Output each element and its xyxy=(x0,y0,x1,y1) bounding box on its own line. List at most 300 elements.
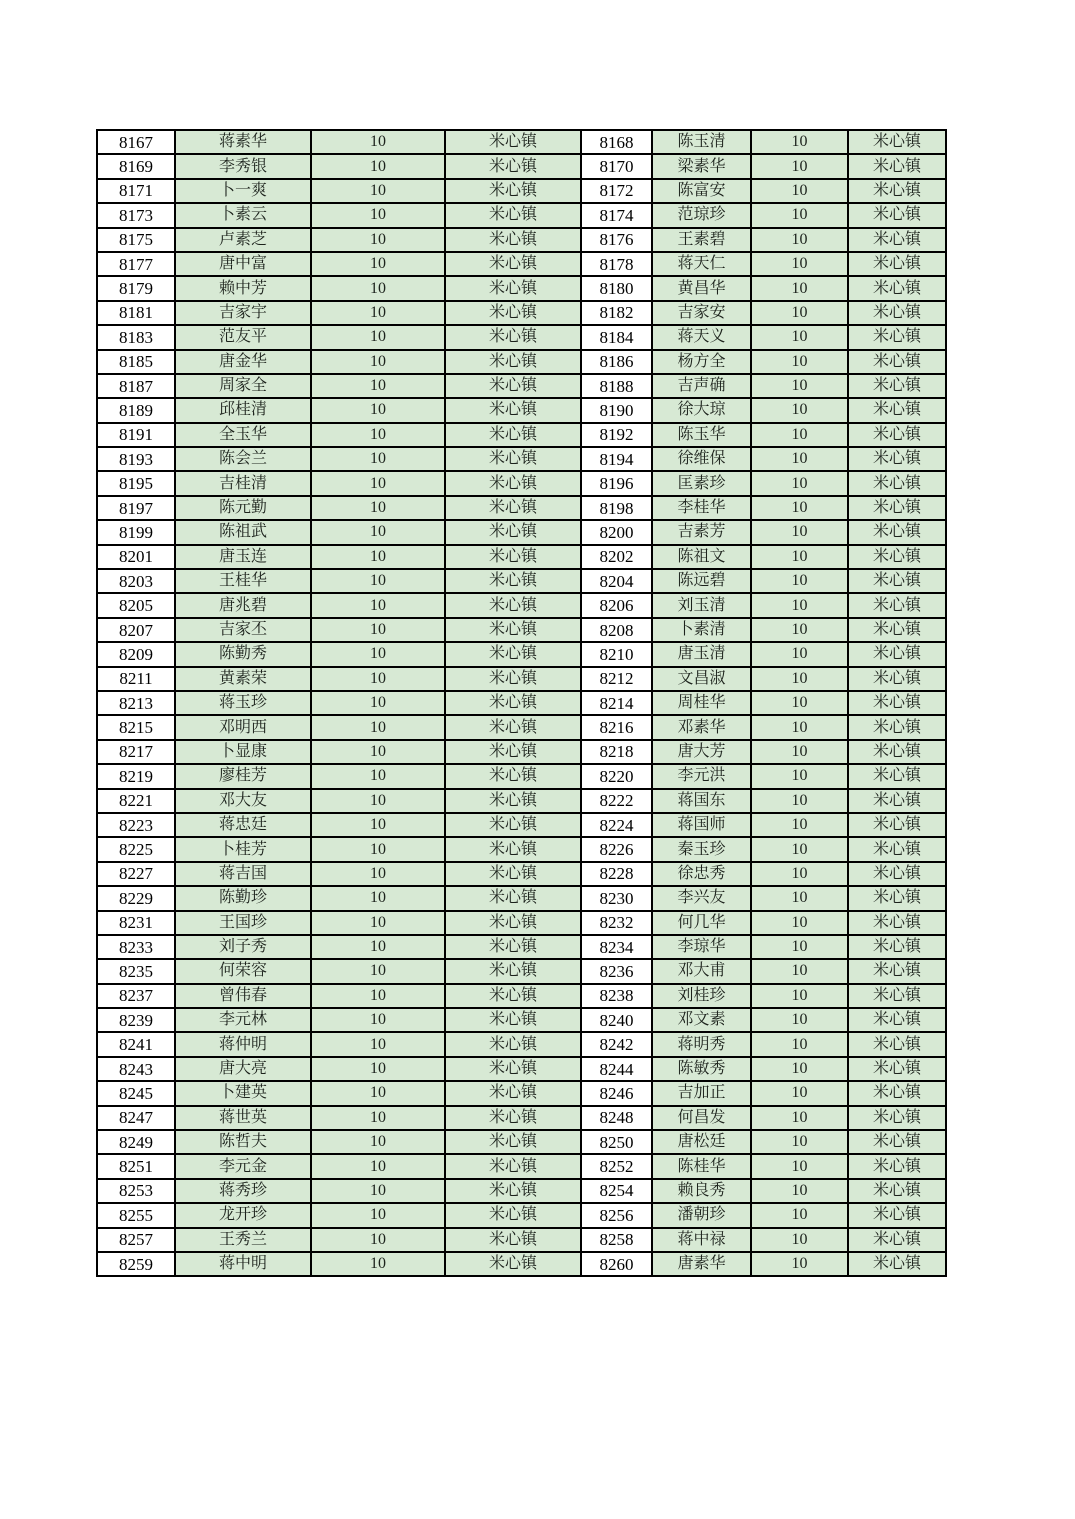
name-cell: 唐中富 xyxy=(175,252,311,276)
town-cell: 米心镇 xyxy=(445,179,581,203)
name-cell: 吉声确 xyxy=(652,374,751,398)
serial-cell: 8185 xyxy=(97,350,175,374)
serial-cell: 8180 xyxy=(581,276,652,300)
town-cell: 米心镇 xyxy=(848,252,946,276)
town-cell: 米心镇 xyxy=(848,1179,946,1203)
town-cell: 米心镇 xyxy=(445,374,581,398)
amount-cell: 10 xyxy=(311,301,445,325)
serial-cell: 8246 xyxy=(581,1081,652,1105)
town-cell: 米心镇 xyxy=(445,1130,581,1154)
amount-cell: 10 xyxy=(751,837,848,861)
table-row xyxy=(97,569,946,593)
serial-cell: 8206 xyxy=(581,593,652,617)
town-cell: 米心镇 xyxy=(848,911,946,935)
town-cell: 米心镇 xyxy=(848,1228,946,1252)
name-cell: 刘玉清 xyxy=(652,593,751,617)
town-cell: 米心镇 xyxy=(848,1154,946,1178)
serial-cell: 8167 xyxy=(97,130,175,154)
town-cell: 米心镇 xyxy=(848,471,946,495)
serial-cell: 8223 xyxy=(97,813,175,837)
serial-cell: 8189 xyxy=(97,398,175,422)
serial-cell: 8216 xyxy=(581,715,652,739)
serial-cell: 8226 xyxy=(581,837,652,861)
town-cell: 米心镇 xyxy=(848,740,946,764)
amount-cell: 10 xyxy=(311,593,445,617)
serial-cell: 8241 xyxy=(97,1032,175,1056)
amount-cell: 10 xyxy=(751,350,848,374)
amount-cell: 10 xyxy=(751,667,848,691)
name-cell: 匡素珍 xyxy=(652,471,751,495)
serial-cell: 8169 xyxy=(97,154,175,178)
table-row xyxy=(97,1228,946,1252)
amount-cell: 10 xyxy=(751,423,848,447)
serial-cell: 8173 xyxy=(97,203,175,227)
name-cell: 蒋吉国 xyxy=(175,862,311,886)
name-cell: 范友平 xyxy=(175,325,311,349)
name-cell: 陈玉清 xyxy=(652,130,751,154)
serial-cell: 8170 xyxy=(581,154,652,178)
amount-cell: 10 xyxy=(311,959,445,983)
amount-cell: 10 xyxy=(751,228,848,252)
amount-cell: 10 xyxy=(751,1154,848,1178)
name-cell: 陈会兰 xyxy=(175,447,311,471)
serial-cell: 8218 xyxy=(581,740,652,764)
town-cell: 米心镇 xyxy=(445,203,581,227)
amount-cell: 10 xyxy=(311,276,445,300)
name-cell: 卜桂芳 xyxy=(175,837,311,861)
amount-cell: 10 xyxy=(751,959,848,983)
name-cell: 蒋秀珍 xyxy=(175,1179,311,1203)
name-cell: 徐大琼 xyxy=(652,398,751,422)
serial-cell: 8203 xyxy=(97,569,175,593)
amount-cell: 10 xyxy=(751,374,848,398)
name-cell: 赖中芳 xyxy=(175,276,311,300)
serial-cell: 8247 xyxy=(97,1106,175,1130)
amount-cell: 10 xyxy=(751,130,848,154)
town-cell: 米心镇 xyxy=(445,740,581,764)
amount-cell: 10 xyxy=(751,593,848,617)
amount-cell: 10 xyxy=(751,911,848,935)
town-cell: 米心镇 xyxy=(445,154,581,178)
town-cell: 米心镇 xyxy=(848,1252,946,1276)
town-cell: 米心镇 xyxy=(848,276,946,300)
town-cell: 米心镇 xyxy=(445,642,581,666)
town-cell: 米心镇 xyxy=(445,276,581,300)
serial-cell: 8220 xyxy=(581,764,652,788)
amount-cell: 10 xyxy=(311,886,445,910)
name-cell: 梁素华 xyxy=(652,154,751,178)
name-cell: 范琼珍 xyxy=(652,203,751,227)
serial-cell: 8239 xyxy=(97,1008,175,1032)
serial-cell: 8255 xyxy=(97,1203,175,1227)
town-cell: 米心镇 xyxy=(848,667,946,691)
amount-cell: 10 xyxy=(751,496,848,520)
amount-cell: 10 xyxy=(311,691,445,715)
serial-cell: 8202 xyxy=(581,545,652,569)
name-cell: 蒋国东 xyxy=(652,789,751,813)
name-cell: 蒋中明 xyxy=(175,1252,311,1276)
town-cell: 米心镇 xyxy=(445,350,581,374)
table-row xyxy=(97,935,946,959)
amount-cell: 10 xyxy=(311,984,445,1008)
town-cell: 米心镇 xyxy=(445,959,581,983)
town-cell: 米心镇 xyxy=(848,496,946,520)
serial-cell: 8200 xyxy=(581,520,652,544)
town-cell: 米心镇 xyxy=(848,593,946,617)
serial-cell: 8211 xyxy=(97,667,175,691)
amount-cell: 10 xyxy=(751,740,848,764)
name-cell: 杨方全 xyxy=(652,350,751,374)
name-cell: 徐维保 xyxy=(652,447,751,471)
amount-cell: 10 xyxy=(751,447,848,471)
town-cell: 米心镇 xyxy=(848,642,946,666)
serial-cell: 8177 xyxy=(97,252,175,276)
serial-cell: 8234 xyxy=(581,935,652,959)
town-cell: 米心镇 xyxy=(445,667,581,691)
name-cell: 吉家安 xyxy=(652,301,751,325)
name-cell: 陈远碧 xyxy=(652,569,751,593)
town-cell: 米心镇 xyxy=(848,1032,946,1056)
amount-cell: 10 xyxy=(311,1032,445,1056)
town-cell: 米心镇 xyxy=(445,520,581,544)
town-cell: 米心镇 xyxy=(848,569,946,593)
name-cell: 吉家宇 xyxy=(175,301,311,325)
amount-cell: 10 xyxy=(311,789,445,813)
amount-cell: 10 xyxy=(751,203,848,227)
amount-cell: 10 xyxy=(311,154,445,178)
name-cell: 邓素华 xyxy=(652,715,751,739)
name-cell: 唐大亮 xyxy=(175,1057,311,1081)
town-cell: 米心镇 xyxy=(445,813,581,837)
name-cell: 蒋明秀 xyxy=(652,1032,751,1056)
town-cell: 米心镇 xyxy=(848,325,946,349)
amount-cell: 10 xyxy=(751,764,848,788)
serial-cell: 8240 xyxy=(581,1008,652,1032)
table-row xyxy=(97,667,946,691)
amount-cell: 10 xyxy=(311,1154,445,1178)
town-cell: 米心镇 xyxy=(848,1203,946,1227)
town-cell: 米心镇 xyxy=(445,1179,581,1203)
table-row xyxy=(97,886,946,910)
town-cell: 米心镇 xyxy=(445,837,581,861)
name-cell: 蒋中禄 xyxy=(652,1228,751,1252)
amount-cell: 10 xyxy=(751,1008,848,1032)
town-cell: 米心镇 xyxy=(848,837,946,861)
table-row xyxy=(97,545,946,569)
serial-cell: 8245 xyxy=(97,1081,175,1105)
amount-cell: 10 xyxy=(751,789,848,813)
serial-cell: 8183 xyxy=(97,325,175,349)
amount-cell: 10 xyxy=(751,398,848,422)
name-cell: 唐玉连 xyxy=(175,545,311,569)
town-cell: 米心镇 xyxy=(848,301,946,325)
name-cell: 卜显康 xyxy=(175,740,311,764)
town-cell: 米心镇 xyxy=(848,1081,946,1105)
amount-cell: 10 xyxy=(751,691,848,715)
table-row xyxy=(97,764,946,788)
serial-cell: 8259 xyxy=(97,1252,175,1276)
name-cell: 文昌淑 xyxy=(652,667,751,691)
amount-cell: 10 xyxy=(311,496,445,520)
name-cell: 蒋国师 xyxy=(652,813,751,837)
table-row xyxy=(97,1154,946,1178)
table-row xyxy=(97,1106,946,1130)
town-cell: 米心镇 xyxy=(445,764,581,788)
amount-cell: 10 xyxy=(751,935,848,959)
serial-cell: 8199 xyxy=(97,520,175,544)
amount-cell: 10 xyxy=(311,837,445,861)
table-row xyxy=(97,691,946,715)
amount-cell: 10 xyxy=(311,618,445,642)
table-row xyxy=(97,1203,946,1227)
amount-cell: 10 xyxy=(311,715,445,739)
serial-cell: 8251 xyxy=(97,1154,175,1178)
amount-cell: 10 xyxy=(751,1032,848,1056)
amount-cell: 10 xyxy=(311,252,445,276)
town-cell: 米心镇 xyxy=(848,203,946,227)
amount-cell: 10 xyxy=(311,667,445,691)
serial-cell: 8258 xyxy=(581,1228,652,1252)
name-cell: 王素碧 xyxy=(652,228,751,252)
table-row xyxy=(97,374,946,398)
serial-cell: 8205 xyxy=(97,593,175,617)
serial-cell: 8243 xyxy=(97,1057,175,1081)
serial-cell: 8214 xyxy=(581,691,652,715)
table-row xyxy=(97,154,946,178)
table-row xyxy=(97,862,946,886)
amount-cell: 10 xyxy=(751,154,848,178)
serial-cell: 8192 xyxy=(581,423,652,447)
amount-cell: 10 xyxy=(751,1130,848,1154)
table-row xyxy=(97,1032,946,1056)
table-row xyxy=(97,1057,946,1081)
town-cell: 米心镇 xyxy=(445,1228,581,1252)
serial-cell: 8207 xyxy=(97,618,175,642)
amount-cell: 10 xyxy=(311,642,445,666)
table-row xyxy=(97,276,946,300)
serial-cell: 8231 xyxy=(97,911,175,935)
serial-cell: 8209 xyxy=(97,642,175,666)
serial-cell: 8178 xyxy=(581,252,652,276)
amount-cell: 10 xyxy=(751,642,848,666)
amount-cell: 10 xyxy=(311,1203,445,1227)
table-row xyxy=(97,179,946,203)
name-cell: 卜一爽 xyxy=(175,179,311,203)
town-cell: 米心镇 xyxy=(848,715,946,739)
serial-cell: 8236 xyxy=(581,959,652,983)
town-cell: 米心镇 xyxy=(848,1130,946,1154)
amount-cell: 10 xyxy=(311,862,445,886)
amount-cell: 10 xyxy=(751,520,848,544)
name-cell: 邓明西 xyxy=(175,715,311,739)
roster-table xyxy=(96,129,947,1277)
town-cell: 米心镇 xyxy=(848,789,946,813)
town-cell: 米心镇 xyxy=(848,374,946,398)
table-row xyxy=(97,130,946,154)
table-row xyxy=(97,642,946,666)
serial-cell: 8176 xyxy=(581,228,652,252)
town-cell: 米心镇 xyxy=(445,545,581,569)
amount-cell: 10 xyxy=(751,813,848,837)
name-cell: 蒋天义 xyxy=(652,325,751,349)
amount-cell: 10 xyxy=(751,325,848,349)
name-cell: 王秀兰 xyxy=(175,1228,311,1252)
amount-cell: 10 xyxy=(311,935,445,959)
name-cell: 李元洪 xyxy=(652,764,751,788)
serial-cell: 8215 xyxy=(97,715,175,739)
name-cell: 蒋玉珍 xyxy=(175,691,311,715)
serial-cell: 8171 xyxy=(97,179,175,203)
name-cell: 周家全 xyxy=(175,374,311,398)
town-cell: 米心镇 xyxy=(848,228,946,252)
table-row xyxy=(97,471,946,495)
amount-cell: 10 xyxy=(311,740,445,764)
serial-cell: 8233 xyxy=(97,935,175,959)
name-cell: 陈祖武 xyxy=(175,520,311,544)
name-cell: 李元林 xyxy=(175,1008,311,1032)
name-cell: 陈勤秀 xyxy=(175,642,311,666)
table-row xyxy=(97,203,946,227)
town-cell: 米心镇 xyxy=(445,593,581,617)
name-cell: 秦玉珍 xyxy=(652,837,751,861)
town-cell: 米心镇 xyxy=(848,764,946,788)
name-cell: 邓文素 xyxy=(652,1008,751,1032)
serial-cell: 8222 xyxy=(581,789,652,813)
name-cell: 陈元勤 xyxy=(175,496,311,520)
name-cell: 龙开珍 xyxy=(175,1203,311,1227)
amount-cell: 10 xyxy=(311,398,445,422)
serial-cell: 8228 xyxy=(581,862,652,886)
table-row xyxy=(97,813,946,837)
town-cell: 米心镇 xyxy=(445,789,581,813)
name-cell: 曾伟春 xyxy=(175,984,311,1008)
amount-cell: 10 xyxy=(751,862,848,886)
town-cell: 米心镇 xyxy=(848,618,946,642)
serial-cell: 8254 xyxy=(581,1179,652,1203)
amount-cell: 10 xyxy=(311,1179,445,1203)
serial-cell: 8253 xyxy=(97,1179,175,1203)
name-cell: 廖桂芳 xyxy=(175,764,311,788)
serial-cell: 8229 xyxy=(97,886,175,910)
amount-cell: 10 xyxy=(311,447,445,471)
name-cell: 唐玉清 xyxy=(652,642,751,666)
table-row xyxy=(97,593,946,617)
town-cell: 米心镇 xyxy=(445,252,581,276)
town-cell: 米心镇 xyxy=(445,935,581,959)
town-cell: 米心镇 xyxy=(445,1154,581,1178)
serial-cell: 8249 xyxy=(97,1130,175,1154)
table-row xyxy=(97,1179,946,1203)
serial-cell: 8208 xyxy=(581,618,652,642)
serial-cell: 8168 xyxy=(581,130,652,154)
town-cell: 米心镇 xyxy=(445,1008,581,1032)
name-cell: 吉素芳 xyxy=(652,520,751,544)
amount-cell: 10 xyxy=(751,545,848,569)
town-cell: 米心镇 xyxy=(445,398,581,422)
name-cell: 蒋天仁 xyxy=(652,252,751,276)
town-cell: 米心镇 xyxy=(445,911,581,935)
serial-cell: 8227 xyxy=(97,862,175,886)
amount-cell: 10 xyxy=(751,252,848,276)
town-cell: 米心镇 xyxy=(445,715,581,739)
amount-cell: 10 xyxy=(751,1228,848,1252)
serial-cell: 8187 xyxy=(97,374,175,398)
name-cell: 卜素云 xyxy=(175,203,311,227)
name-cell: 陈敏秀 xyxy=(652,1057,751,1081)
name-cell: 蒋素华 xyxy=(175,130,311,154)
name-cell: 周桂华 xyxy=(652,691,751,715)
serial-cell: 8217 xyxy=(97,740,175,764)
town-cell: 米心镇 xyxy=(445,691,581,715)
table-row xyxy=(97,837,946,861)
name-cell: 邓大友 xyxy=(175,789,311,813)
name-cell: 唐兆碧 xyxy=(175,593,311,617)
town-cell: 米心镇 xyxy=(848,130,946,154)
serial-cell: 8237 xyxy=(97,984,175,1008)
town-cell: 米心镇 xyxy=(445,1032,581,1056)
amount-cell: 10 xyxy=(311,911,445,935)
serial-cell: 8172 xyxy=(581,179,652,203)
town-cell: 米心镇 xyxy=(445,1106,581,1130)
name-cell: 何昌发 xyxy=(652,1106,751,1130)
town-cell: 米心镇 xyxy=(445,886,581,910)
amount-cell: 10 xyxy=(311,471,445,495)
serial-cell: 8194 xyxy=(581,447,652,471)
name-cell: 卜建英 xyxy=(175,1081,311,1105)
name-cell: 卜素清 xyxy=(652,618,751,642)
town-cell: 米心镇 xyxy=(848,862,946,886)
serial-cell: 8204 xyxy=(581,569,652,593)
serial-cell: 8191 xyxy=(97,423,175,447)
table-row xyxy=(97,496,946,520)
name-cell: 陈勤珍 xyxy=(175,886,311,910)
table-row xyxy=(97,959,946,983)
amount-cell: 10 xyxy=(311,203,445,227)
serial-cell: 8190 xyxy=(581,398,652,422)
serial-cell: 8250 xyxy=(581,1130,652,1154)
town-cell: 米心镇 xyxy=(445,496,581,520)
amount-cell: 10 xyxy=(751,1057,848,1081)
serial-cell: 8184 xyxy=(581,325,652,349)
town-cell: 米心镇 xyxy=(848,1008,946,1032)
serial-cell: 8230 xyxy=(581,886,652,910)
amount-cell: 10 xyxy=(311,1057,445,1081)
name-cell: 李桂华 xyxy=(652,496,751,520)
town-cell: 米心镇 xyxy=(848,1057,946,1081)
serial-cell: 8193 xyxy=(97,447,175,471)
name-cell: 王国珍 xyxy=(175,911,311,935)
amount-cell: 10 xyxy=(751,1252,848,1276)
name-cell: 蒋忠廷 xyxy=(175,813,311,837)
serial-cell: 8196 xyxy=(581,471,652,495)
serial-cell: 8212 xyxy=(581,667,652,691)
serial-cell: 8197 xyxy=(97,496,175,520)
name-cell: 何几华 xyxy=(652,911,751,935)
amount-cell: 10 xyxy=(751,984,848,1008)
amount-cell: 10 xyxy=(311,545,445,569)
serial-cell: 8248 xyxy=(581,1106,652,1130)
serial-cell: 8219 xyxy=(97,764,175,788)
town-cell: 米心镇 xyxy=(848,423,946,447)
name-cell: 潘朝珍 xyxy=(652,1203,751,1227)
town-cell: 米心镇 xyxy=(445,228,581,252)
amount-cell: 10 xyxy=(751,471,848,495)
amount-cell: 10 xyxy=(311,1130,445,1154)
amount-cell: 10 xyxy=(311,228,445,252)
serial-cell: 8232 xyxy=(581,911,652,935)
name-cell: 吉桂清 xyxy=(175,471,311,495)
serial-cell: 8175 xyxy=(97,228,175,252)
